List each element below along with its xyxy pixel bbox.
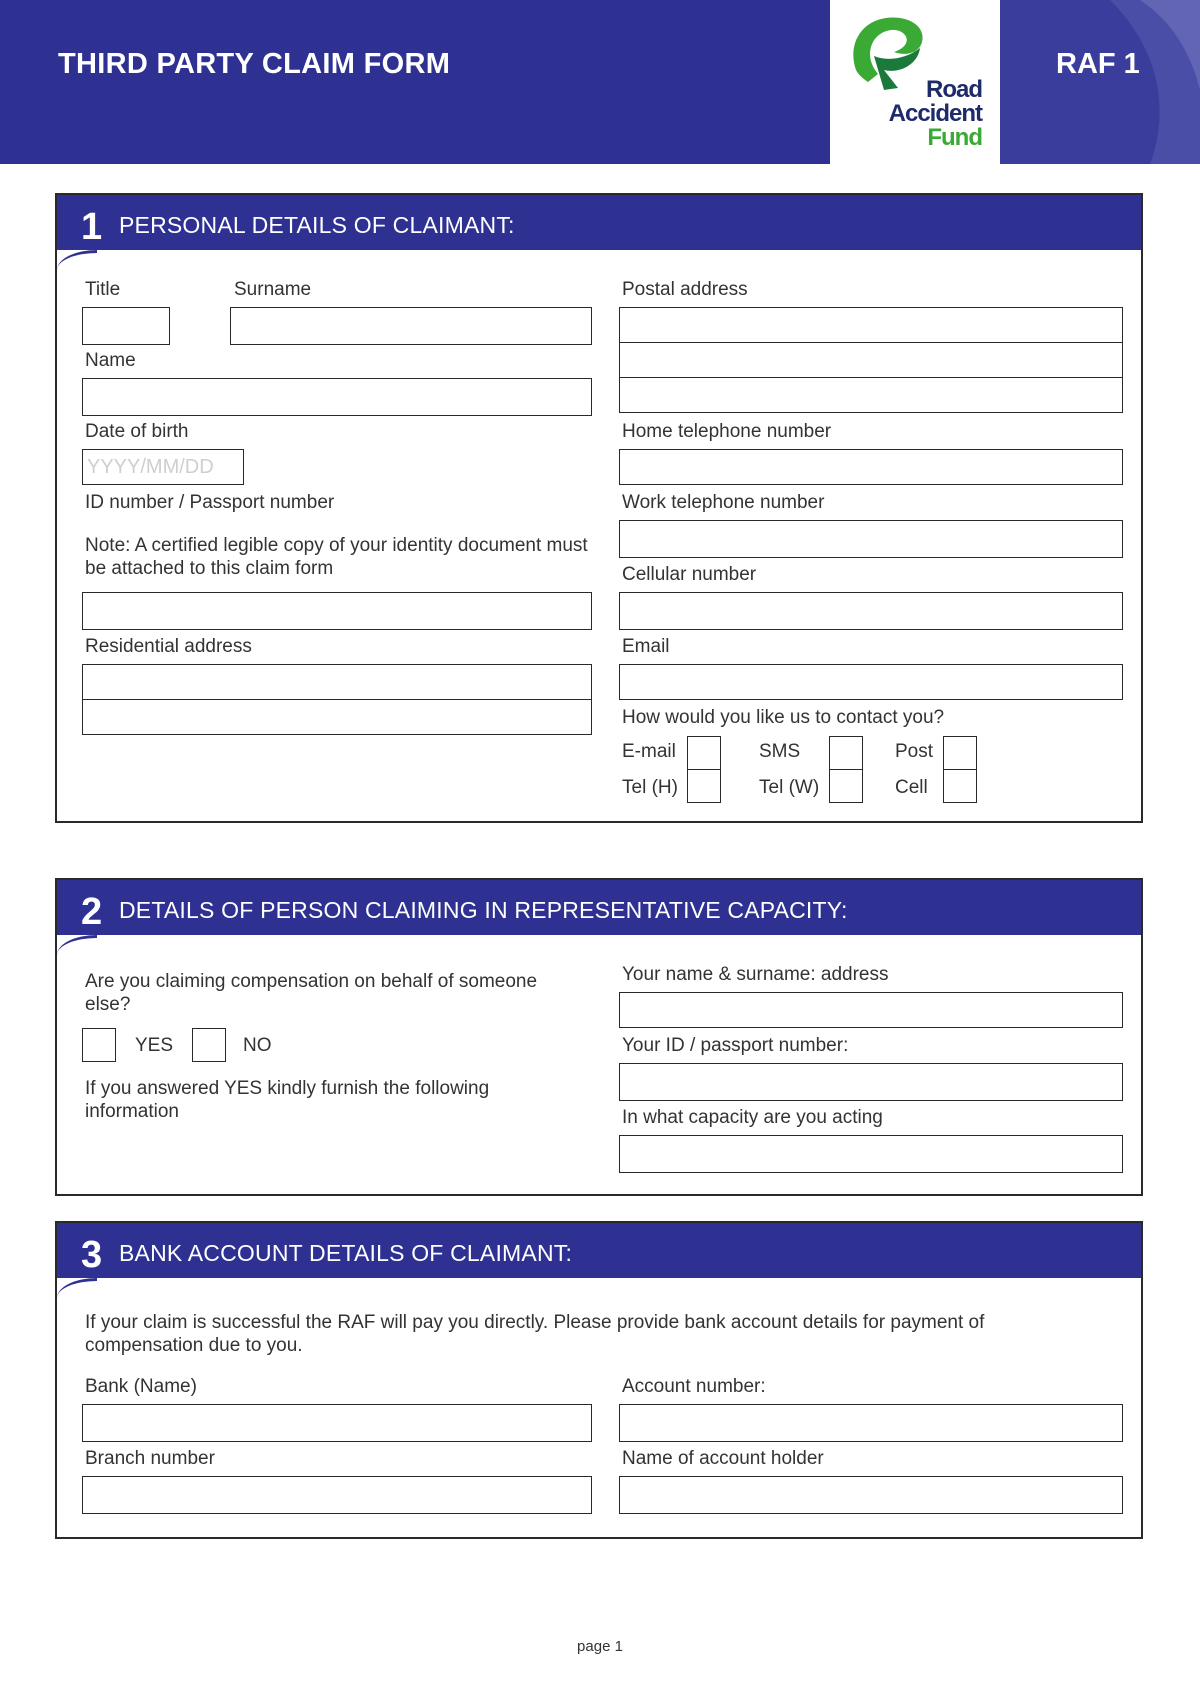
name-field[interactable] <box>82 378 592 416</box>
dob-input[interactable] <box>83 450 243 484</box>
id-input[interactable] <box>83 593 591 629</box>
header-code-band <box>1000 0 1200 164</box>
account-holder-label: Name of account holder <box>622 1448 824 1469</box>
logo-text-accident: Accident <box>888 100 982 127</box>
branch-label: Branch number <box>85 1448 215 1469</box>
section-title: DETAILS OF PERSON CLAIMING IN REPRESENTATIVE CAPACITY: <box>119 897 848 923</box>
no-label: NO <box>243 1035 272 1056</box>
on-behalf-question: Are you claiming compensation on behalf of someone else? <box>85 971 538 1015</box>
title-input[interactable] <box>83 308 169 344</box>
home-tel-input[interactable] <box>620 450 1122 484</box>
name-input[interactable] <box>83 379 591 415</box>
residential-input-1[interactable] <box>83 665 591 699</box>
raf-logo <box>830 0 1000 164</box>
account-number-field[interactable] <box>619 1404 1123 1442</box>
section-corner-curve <box>57 1278 97 1298</box>
section-header <box>57 195 1141 250</box>
rep-id-input[interactable] <box>620 1064 1122 1100</box>
postal-field-2[interactable] <box>619 342 1123 378</box>
section-number: 3 <box>81 1234 103 1276</box>
work-tel-input[interactable] <box>620 521 1122 557</box>
section-bank-details <box>55 1221 1143 1539</box>
bank-name-label: Bank (Name) <box>85 1376 197 1397</box>
header-decoration <box>1000 0 1200 164</box>
section-header <box>57 880 1141 935</box>
rep-capacity-field[interactable] <box>619 1135 1123 1173</box>
postal-field-3[interactable] <box>619 377 1123 413</box>
surname-label: Surname <box>234 279 312 300</box>
account-holder-input[interactable] <box>620 1477 1122 1513</box>
dob-label: Date of birth <box>85 421 189 442</box>
cell-field[interactable] <box>619 592 1123 630</box>
rep-name-address-field[interactable] <box>619 992 1123 1028</box>
residential-field-2[interactable] <box>82 699 592 735</box>
surname-field[interactable] <box>230 307 592 345</box>
branch-field[interactable] <box>82 1476 592 1514</box>
bank-name-field[interactable] <box>82 1404 592 1442</box>
yes-label: YES <box>135 1035 174 1056</box>
bank-name-input[interactable] <box>83 1405 591 1441</box>
no-checkbox[interactable] <box>192 1028 226 1062</box>
raf-swirl-icon <box>844 12 934 92</box>
contact-tel-h-checkbox[interactable] <box>687 769 721 803</box>
section-representative-capacity <box>55 878 1143 1196</box>
contact-post-checkbox[interactable] <box>943 736 977 770</box>
section-title: BANK ACCOUNT DETAILS OF CLAIMANT: <box>119 1240 573 1266</box>
rep-name-address-label: Your name & surname: address <box>622 964 889 985</box>
account-number-label: Account number: <box>622 1376 766 1397</box>
rep-id-field[interactable] <box>619 1063 1123 1101</box>
title-field[interactable] <box>82 307 170 345</box>
form-title: THIRD PARTY CLAIM FORM <box>58 48 451 80</box>
id-note: Note: A certified legible copy of your identity document must be attached to this claim form <box>85 535 588 579</box>
home-tel-label: Home telephone number <box>622 421 832 442</box>
page-number: page 1 <box>577 1638 623 1655</box>
cell-label: Cellular number <box>622 564 757 585</box>
rep-capacity-label: In what capacity are you acting <box>622 1107 883 1128</box>
rep-capacity-input[interactable] <box>620 1136 1122 1172</box>
bank-intro: If your claim is successful the RAF will pay you directly. Please provide bank account details for payment of compensation due to you. <box>85 1312 985 1356</box>
logo-text-road: Road <box>926 76 982 103</box>
residential-input-2[interactable] <box>83 700 591 734</box>
contact-sms-label: SMS <box>759 741 801 762</box>
branch-input[interactable] <box>83 1477 591 1513</box>
yes-checkbox[interactable] <box>82 1028 116 1062</box>
account-holder-field[interactable] <box>619 1476 1123 1514</box>
contact-tel-w-checkbox[interactable] <box>829 769 863 803</box>
surname-input[interactable] <box>231 308 591 344</box>
section-number: 2 <box>81 891 103 933</box>
home-tel-field[interactable] <box>619 449 1123 485</box>
cell-input[interactable] <box>620 593 1122 629</box>
furnish-note: If you answered YES kindly furnish the following information <box>85 1078 490 1122</box>
rep-id-label: Your ID / passport number: <box>622 1035 849 1056</box>
postal-input-2[interactable] <box>620 343 1122 377</box>
contact-question: How would you like us to contact you? <box>622 707 945 728</box>
section-header <box>57 1223 1141 1278</box>
email-input[interactable] <box>620 665 1122 699</box>
postal-input-1[interactable] <box>620 308 1122 342</box>
id-field[interactable] <box>82 592 592 630</box>
title-label: Title <box>85 279 121 300</box>
account-number-input[interactable] <box>620 1405 1122 1441</box>
residential-field-1[interactable] <box>82 664 592 700</box>
email-field[interactable] <box>619 664 1123 700</box>
contact-cell-label: Cell <box>895 777 928 798</box>
work-tel-label: Work telephone number <box>622 492 825 513</box>
id-label: ID number / Passport number <box>85 492 335 513</box>
contact-post-label: Post <box>895 741 934 762</box>
dob-field[interactable] <box>82 449 244 485</box>
form-header <box>0 0 1200 164</box>
postal-input-3[interactable] <box>620 378 1122 412</box>
contact-cell-checkbox[interactable] <box>943 769 977 803</box>
section-number: 1 <box>81 206 103 248</box>
contact-tel-h-label: Tel (H) <box>622 777 678 798</box>
contact-email-checkbox[interactable] <box>687 736 721 770</box>
form-code: RAF 1 <box>1056 48 1140 80</box>
name-label: Name <box>85 350 136 371</box>
postal-field-1[interactable] <box>619 307 1123 343</box>
section-corner-curve <box>57 935 97 955</box>
contact-tel-w-label: Tel (W) <box>759 777 820 798</box>
email-label: Email <box>622 636 670 657</box>
logo-text-fund: Fund <box>927 124 982 151</box>
section-title: PERSONAL DETAILS OF CLAIMANT: <box>119 212 515 238</box>
rep-name-address-input[interactable] <box>620 993 1122 1027</box>
postal-label: Postal address <box>622 279 748 300</box>
section-corner-curve <box>57 250 97 270</box>
residential-label: Residential address <box>85 636 252 657</box>
contact-email-label: E-mail <box>622 741 676 762</box>
contact-sms-checkbox[interactable] <box>829 736 863 770</box>
work-tel-field[interactable] <box>619 520 1123 558</box>
header-title-band <box>0 0 830 164</box>
section-personal-details <box>55 193 1143 823</box>
